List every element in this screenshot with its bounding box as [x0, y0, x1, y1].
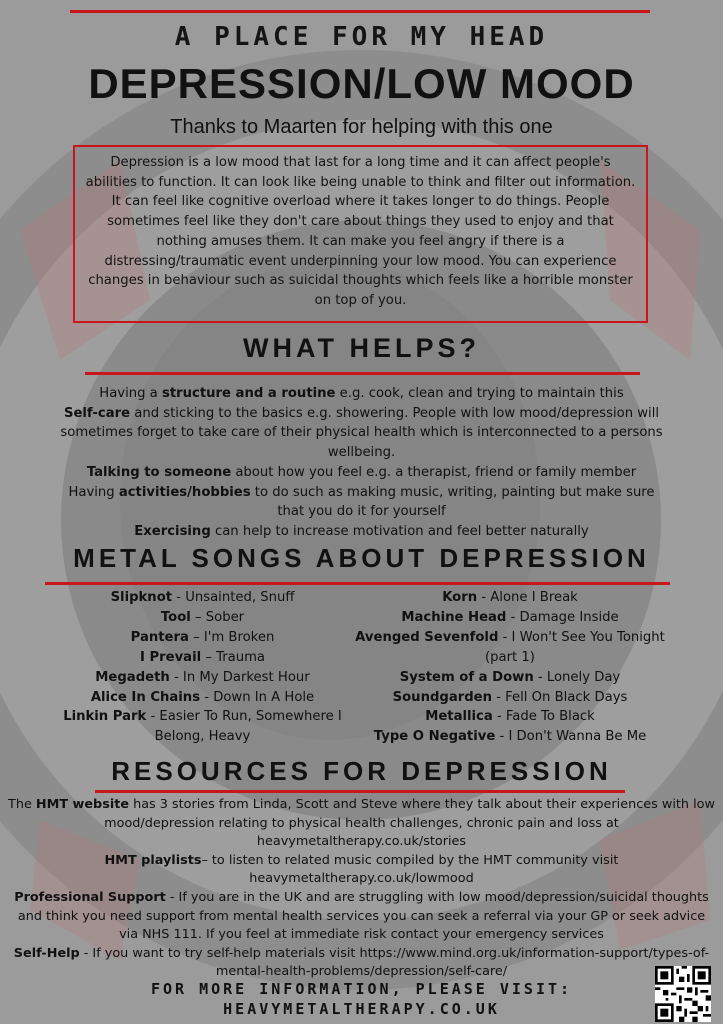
- footer-website[interactable]: HEAVYMETALTHERAPY.CO.UK: [223, 1000, 500, 1018]
- song-item: Korn - Alone I Break: [442, 590, 578, 605]
- page-title: DEPRESSION/LOW MOOD: [88, 60, 635, 107]
- brand-name: A PLACE FOR MY HEAD: [174, 22, 549, 52]
- song-item: Soundgarden - Fell On Black Days: [392, 689, 628, 705]
- qr-code-icon[interactable]: [655, 966, 711, 1022]
- song-item: Alice In Chains - Down In A Hole: [90, 689, 315, 705]
- song-item: System of a Down - Lonely Day: [399, 669, 621, 685]
- resources-rule: [95, 790, 625, 793]
- footer-line-1: FOR MORE INFORMATION, PLEASE VISIT:: [150, 980, 573, 998]
- resources-heading: RESOURCES FOR DEPRESSION: [111, 756, 612, 786]
- resource-item: HMT playlists– to listen to related music compiled by the HMT community visit heavymetaltherapy.co.uk/lowmood: [104, 852, 619, 887]
- songs-right-column: [345, 588, 675, 747]
- helps-item: Talking to someone about how you feel e.g. a therapist, friend or family member: [86, 464, 637, 480]
- song-item: Megadeth - In My Darkest Hour: [95, 669, 310, 685]
- resource-item: Professional Support - If you are in the UK and are struggling with low mood/depression/suicidal thoughts and think you need support from mental health services you can seek a referral via your GP or seek advice via NHS 111. If you feel at immediate risk contact your emergency services: [14, 889, 709, 943]
- resources-list: [8, 796, 715, 982]
- song-item: Type O Negative - I Don't Wanna Be Me: [373, 729, 647, 745]
- song-item: Slipknot - Unsainted, Snuff: [110, 590, 295, 605]
- acknowledgement: Thanks to Maarten for helping with this one: [170, 116, 553, 138]
- helps-item: Having activities/hobbies to do such as making music, writing, painting but make sure that you do it for yourself: [68, 484, 655, 520]
- resource-item: The HMT website has 3 stories from Linda, Scott and Steve where they talk about their experiences with low mood/depression relating to physical health challenges, chronic pain and loss at heavymetaltherapy.co.uk/stories: [8, 797, 715, 850]
- intro-box: [73, 145, 648, 323]
- song-item: Machine Head - Damage Inside: [401, 609, 619, 625]
- helps-item: Self-care and sticking to the basics e.g. showering. People with low mood/depression will sometimes forget to take care of their physical health which is interconnected to a persons wellbeing.: [60, 405, 663, 461]
- intro-text: Depression is a low mood that last for a long time and it can affect people's abilities to function. It can look like being unable to think and filter out information. It can feel like cognitive overload where it takes longer to do things. People sometimes feel like they don't care about things they used to enjoy and that nothing amuses them. It can make you feel angry if there is a distressing/traumatic event underpinning your low mood. You can experience changes in behaviour such as suicidal thoughts which feels like a horrible monster on top of you.: [85, 155, 636, 308]
- helps-item: Exercising can help to increase motivation and feel better naturally: [134, 523, 589, 539]
- songs-heading: METAL SONGS ABOUT DEPRESSION: [73, 543, 650, 573]
- song-item: I Prevail – Trauma: [139, 649, 266, 665]
- what-helps-rule: [85, 372, 640, 375]
- song-item: Avenged Sevenfold - I Won't See You Tonight (part 1): [355, 629, 665, 665]
- song-item: Pantera – I'm Broken: [130, 629, 275, 645]
- songs-rule: [45, 582, 670, 585]
- resource-item: Self-Help - If you want to try self-help materials visit https://www.mind.org.uk/information-support/types-of-mental-health-problems/depression/self-care/: [13, 945, 710, 980]
- song-item: Tool – Sober: [160, 609, 245, 625]
- what-helps-list: [60, 384, 663, 542]
- top-rule: [70, 10, 650, 13]
- what-helps-heading: WHAT HELPS?: [243, 333, 480, 363]
- helps-item: Having a structure and a routine e.g. cook, clean and trying to maintain this: [99, 386, 624, 401]
- song-item: Linkin Park - Easier To Run, Somewhere I Belong, Heavy: [63, 709, 342, 745]
- songs-left-column: [40, 588, 365, 747]
- song-item: Metallica - Fade To Black: [425, 709, 595, 725]
